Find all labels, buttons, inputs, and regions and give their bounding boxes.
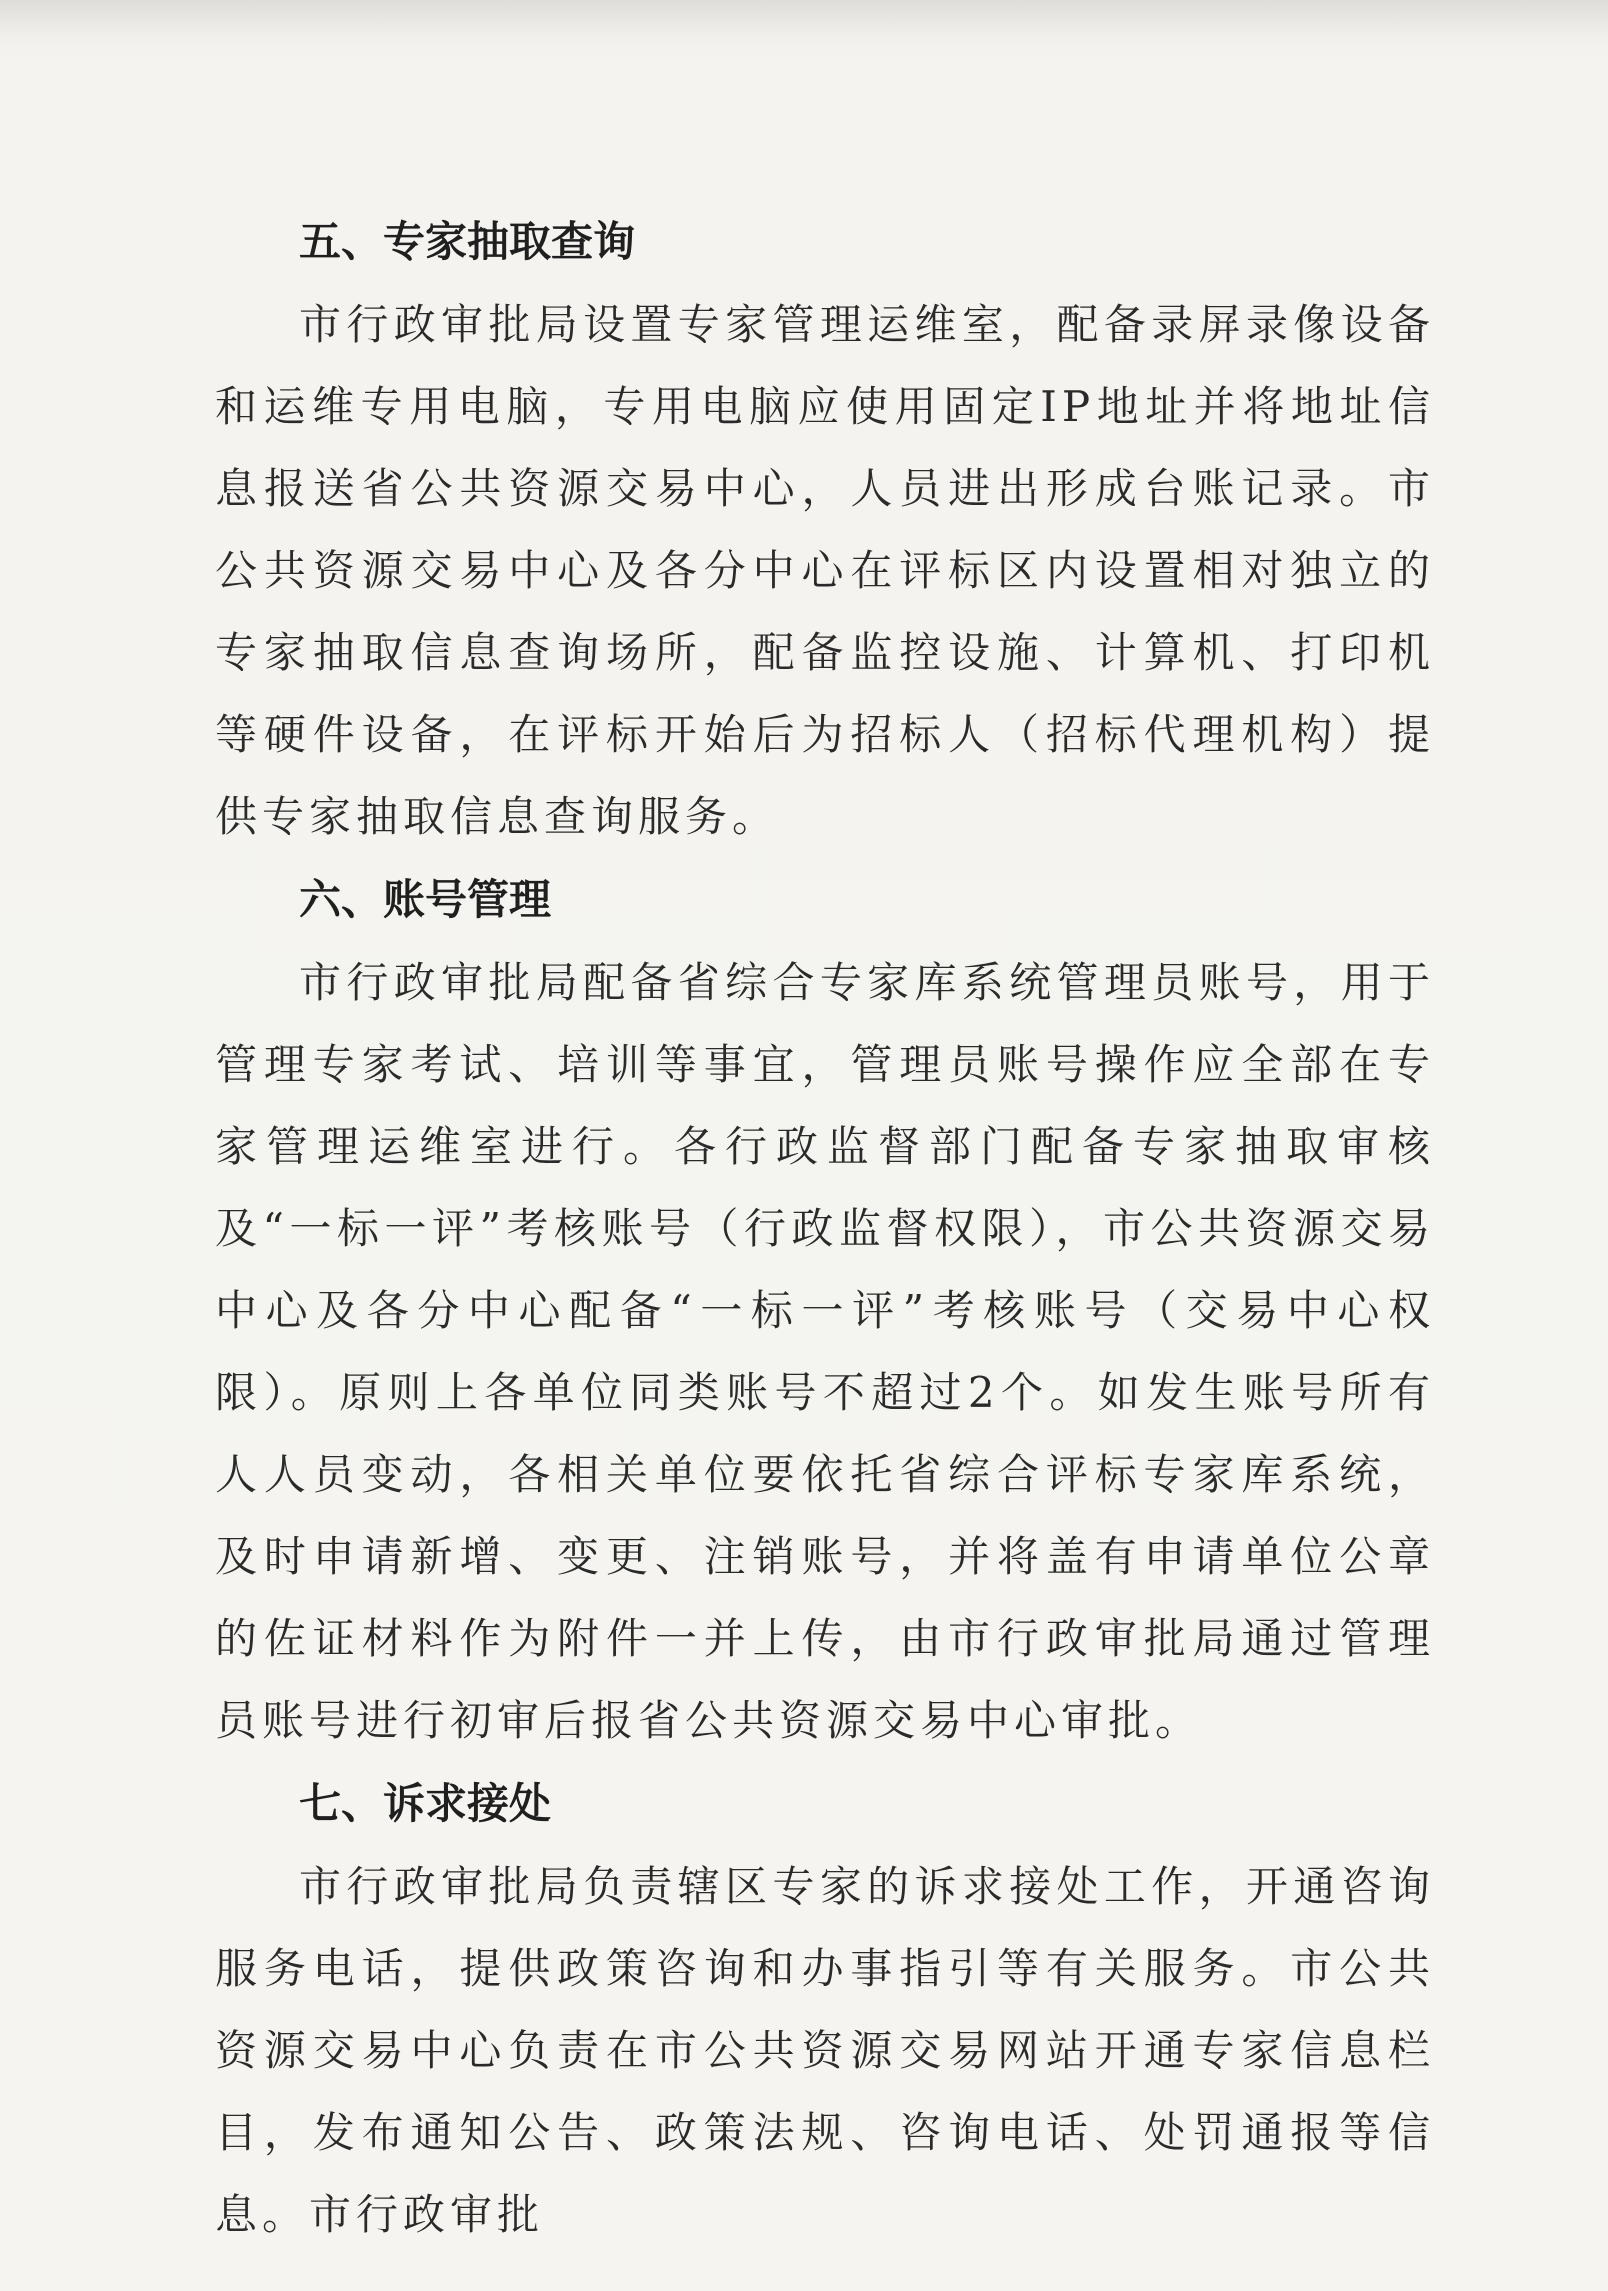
- section-heading: 七、诉求接处: [299, 1779, 552, 1828]
- document-body: [215, 200, 1435, 2256]
- section-paragraph: 市行政审批局负责辖区专家的诉求接处工作，开通咨询服务电话，提供政策咨询和办事指引等有关服务。市公共资源交易中心负责在市公共资源交易网站开通专家信息栏目，发布通知公告、政策法规、咨询电话、处罚通报等信息。市行政审批: [215, 1862, 1435, 2239]
- section-expert-selection-query: [215, 200, 1435, 858]
- section-heading: 五、专家抽取查询: [299, 217, 636, 266]
- section-paragraph: 市行政审批局配备省综合专家库系统管理员账号，用于管理专家考试、培训等事宜，管理员账号操作应全部在专家管理运维室进行。各行政监督部门配备专家抽取审核及“一标一评”考核账号（行政监督权限），市公共资源交易中心及各分中心配备“一标一评”考核账号（交易中心权限）。原则上各单位同类账号不超过2个。如发生账号所有人人员变动，各相关单位要依托省综合评标专家库系统，及时申请新增、变更、注销账号，并将盖有申请单位公章的佐证材料作为附件一并上传，由市行政审批局通过管理员账号进行初审后报省公共资源交易中心审批。: [215, 958, 1435, 1745]
- scan-shadow: [0, 0, 1608, 40]
- section-heading: 六、账号管理: [299, 875, 552, 924]
- section-appeal-handling: [215, 1762, 1435, 2256]
- section-paragraph: 市行政审批局设置专家管理运维室，配备录屏录像设备和运维专用电脑，专用电脑应使用固定IP地址并将地址信息报送省公共资源交易中心，人员进出形成台账记录。市公共资源交易中心及各分中心在评标区内设置相对独立的专家抽取信息查询场所，配备监控设施、计算机、打印机等硬件设备，在评标开始后为招标人（招标代理机构）提供专家抽取信息查询服务。: [215, 300, 1435, 841]
- section-account-management: [215, 858, 1435, 1762]
